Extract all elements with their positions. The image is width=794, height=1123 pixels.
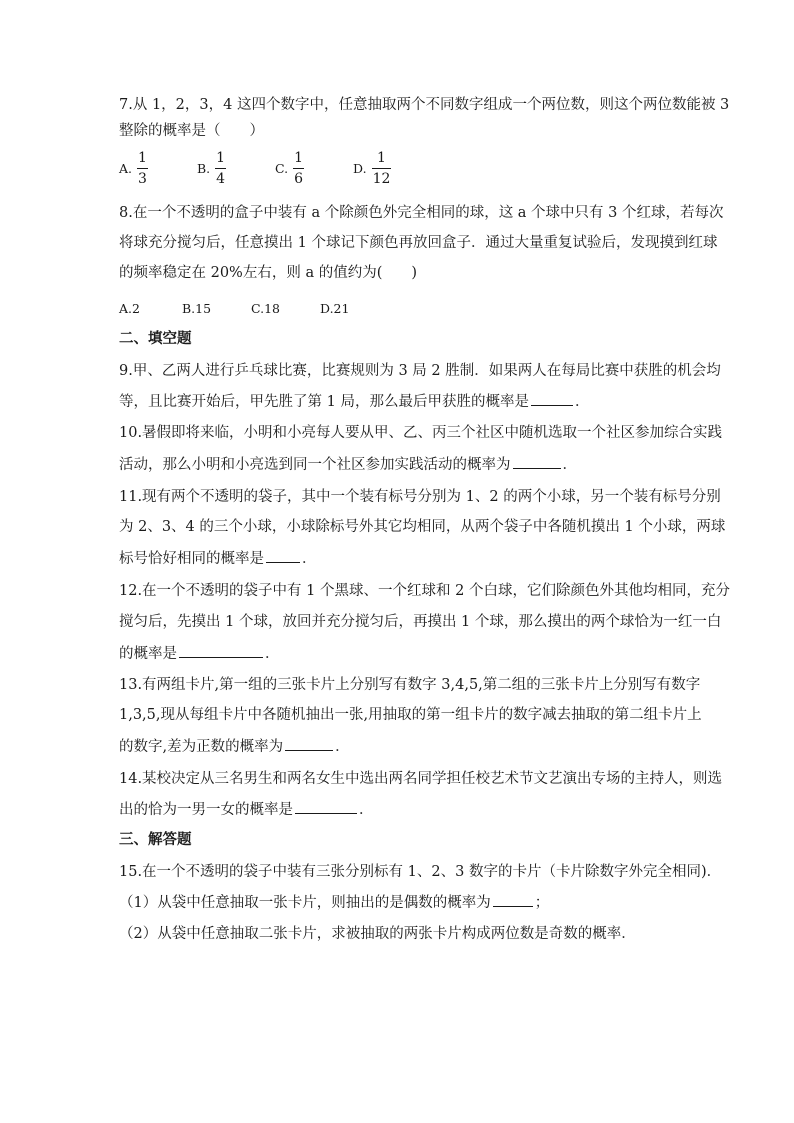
q9-line-2 xyxy=(119,391,589,412)
denominator: 3 xyxy=(138,171,147,187)
q8-option-d: D.21 xyxy=(320,301,350,316)
q15-sub1-text: （1）从袋中任意抽取一张卡片，则抽出的是偶数的概率为 xyxy=(119,895,491,911)
numerator: 1 xyxy=(138,150,147,166)
option-letter: B. xyxy=(197,161,211,176)
q8-line-2: 将球充分搅匀后，任意摸出 1 个球记下颜色再放回盒子．通过大量重复试验后，发现摸到红球 xyxy=(119,235,718,251)
q10-text: 活动，那么小明和小亮选到同一个社区参加实践活动的概率为 xyxy=(119,457,511,473)
answer-blank xyxy=(513,454,561,469)
q7-option-c xyxy=(275,150,304,187)
q13-line-1: 13.有两组卡片,第一组的三张卡片上分别写有数字 3,4,5,第二组的三张卡片上分别写有数字 xyxy=(119,677,701,693)
fraction-bar xyxy=(372,168,392,169)
q13-text: 的数字,差为正数的概率为 xyxy=(119,739,284,755)
q15-sub1-end: ； xyxy=(534,895,550,911)
fraction xyxy=(215,150,226,187)
q7-option-d xyxy=(353,150,391,187)
q8-option-b: B.15 xyxy=(182,301,212,316)
fraction xyxy=(372,150,392,187)
option-letter: D. xyxy=(353,161,367,176)
numerator: 1 xyxy=(377,150,386,166)
denominator: 4 xyxy=(216,171,226,187)
q11-text: 标号恰好相同的概率是 xyxy=(119,551,264,567)
fraction-bar xyxy=(137,168,148,169)
q12-line-3 xyxy=(119,643,280,664)
denominator: 12 xyxy=(372,171,391,187)
q9-line-1: 9.甲、乙两人进行乒乓球比赛，比赛规则为 3 局 2 胜制．如果两人在每局比赛中获胜的机会均 xyxy=(119,363,721,379)
section-heading-answer: 三、解答题 xyxy=(119,832,192,848)
q11-end: ． xyxy=(302,551,317,567)
q12-line-2: 搅匀后，先摸出 1 个球，放回并充分搅匀后，再摸出 1 个球，那么摸出的两个球恰为一红一白 xyxy=(119,614,722,630)
q12-text: 的概率是 xyxy=(119,646,177,662)
q11-line-3 xyxy=(119,548,317,569)
q13-line-3 xyxy=(119,736,350,757)
q7-option-a xyxy=(119,150,148,187)
q14-line-1: 14.某校决定从三名男生和两名女生中选出两名同学担任校艺术节文艺演出专场的主持人，则选 xyxy=(119,771,723,787)
q8-option-c: C.18 xyxy=(251,301,280,316)
q13-line-2: 1,3,5,现从每组卡片中各随机抽出一张,用抽取的第一组卡片的数字减去抽取的第二组卡片上 xyxy=(119,707,702,723)
numerator: 1 xyxy=(294,150,304,166)
answer-blank xyxy=(531,391,573,406)
fraction xyxy=(137,150,148,187)
q14-end: ． xyxy=(359,802,374,818)
q10-line-1: 10.暑假即将来临，小明和小亮每人要从甲、乙、丙三个社区中随机选取一个社区参加综合实践 xyxy=(119,425,723,441)
fraction xyxy=(293,150,304,187)
fraction-bar xyxy=(215,168,226,169)
answer-blank xyxy=(179,643,263,658)
q11-line-2: 为 2、3、4 的三个小球，小球除标号外其它均相同，从两个袋子中各随机摸出 1 个小球，两球 xyxy=(119,519,726,535)
q15-sub-1 xyxy=(119,892,549,913)
q15-line-1: 15.在一个不透明的袋子中装有三张分别标有 1、2、3 数字的卡片（卡片除数字外完全相同)． xyxy=(119,864,722,880)
answer-blank xyxy=(493,892,533,907)
answer-blank xyxy=(266,548,300,563)
q11-line-1: 11.现有两个不透明的袋子，其中一个装有标号分别为 1、2 的两个小球，另一个装有标号分别 xyxy=(119,489,721,505)
q12-line-1: 12.在一个不透明的袋子中有 1 个黑球、一个红球和 2 个白球，它们除颜色外其他均相同，充分 xyxy=(119,583,730,599)
q8-option-a: A.2 xyxy=(119,301,140,316)
answer-blank xyxy=(295,799,357,814)
q8-line-1: 8.在一个不透明的盒子中装有 a 个除颜色外完全相同的球，这 a 个球中只有 3 个红球，若每次 xyxy=(119,205,724,221)
q9-text: 等，且比赛开始后，甲先胜了第 1 局，那么最后甲获胜的概率是 xyxy=(119,394,529,410)
q13-end: ． xyxy=(335,739,350,755)
q7-option-b xyxy=(197,150,226,187)
q10-line-2 xyxy=(119,454,577,475)
option-letter: A. xyxy=(119,161,133,176)
numerator: 1 xyxy=(216,150,226,166)
section-heading-fill-in: 二、填空题 xyxy=(119,331,192,347)
answer-blank xyxy=(285,736,333,751)
q10-end: ． xyxy=(562,457,577,473)
q12-end: ． xyxy=(265,646,280,662)
q9-end: ． xyxy=(574,394,590,410)
denominator: 6 xyxy=(294,171,304,187)
q8-line-3: 的频率稳定在 20%左右，则 a 的值约为( ) xyxy=(119,265,418,281)
q14-line-2 xyxy=(119,799,374,820)
q7-line-1: 7.从 1，2，3，4 这四个数字中，任意抽取两个不同数字组成一个两位数，则这个两位数能被 3 xyxy=(119,97,730,113)
fraction-bar xyxy=(293,168,304,169)
q14-text: 出的恰为一男一女的概率是 xyxy=(119,802,293,818)
q7-line-2: 整除的概率是（ ） xyxy=(119,123,264,139)
q15-sub-2: （2）从袋中任意抽取二张卡片，求被抽取的两张卡片构成两位数是奇数的概率． xyxy=(119,926,636,942)
option-letter: C. xyxy=(275,161,289,176)
